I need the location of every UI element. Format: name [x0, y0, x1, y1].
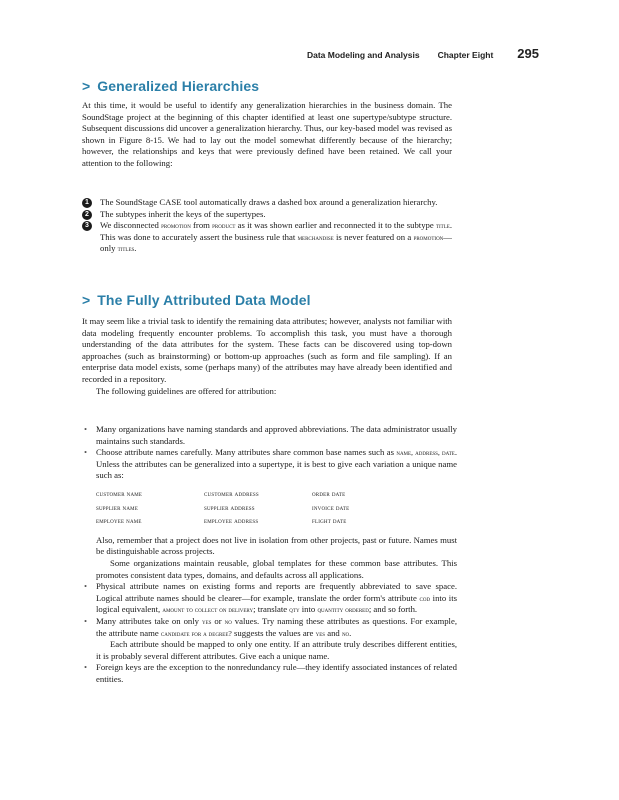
callout-number-1-icon: 1	[82, 198, 92, 208]
callout-list	[82, 197, 452, 255]
attribute-name-table	[96, 488, 420, 529]
callout-item	[82, 209, 452, 221]
heading-text: Generalized Hierarchies	[97, 78, 260, 94]
bullet-icon: •	[84, 662, 88, 673]
heading-marker-icon: >	[82, 78, 91, 94]
callout-text: The subtypes inherit the keys of the supertypes.	[100, 208, 266, 219]
heading-marker-icon: >	[82, 292, 91, 308]
callout-text: We disconnected promotion from product as it was shown earlier and reconnected it to the subtype title. This was done to accurately assert the business rule that merchandise is never featured on a promotion—only titles.	[100, 220, 453, 254]
section2-paragraph	[82, 316, 452, 397]
bullet-icon: •	[84, 615, 88, 626]
section1-paragraph	[82, 100, 452, 170]
paragraph-intro: The following guidelines are offered for attribution:	[96, 385, 277, 396]
guideline-item: • Physical attribute names on existing forms and reports are frequently abbreviated to save space. Logical attribute names should be clearer—for example, translate the order form's attribute cod into its logical equivalent, amount to collect on delivery; translate qty into quantity ordered; and so forth.	[84, 581, 457, 615]
guideline-item: • Many organizations have naming standards and approved abbreviations. The data administrator usually maintains such standards.	[84, 424, 457, 446]
running-head-section: Data Modeling and Analysis	[306, 50, 420, 60]
table-row: customer name customer address order date	[96, 490, 346, 498]
bullet-icon: •	[84, 581, 88, 592]
guideline-item: • Many attributes take on only yes or no values. Try naming these attributes as questions. For example, the attribute name candidate for a degree? suggests the values are yes and no.	[84, 615, 458, 638]
callout-item	[82, 197, 452, 209]
paragraph-text: At this time, it would be useful to identify any generalization hierarchies in the business domain. The SoundStage project at the beginning of this chapter identified at least one supertype/subtype structure. Subsequent discussions did uncover a generalization hierarchy. Thus, our key-based model was revised as shown in Figure 8-15. We had to lay out the model somewhat differently because of the hierarchy; however, the relationships and keys that were previously defined have been retained. We call your attention to the following:	[82, 100, 452, 168]
page-number: 295	[517, 46, 539, 61]
table-row: supplier name supplier address invoice date	[96, 504, 350, 512]
guideline-list	[82, 424, 457, 685]
callout-number-2-icon: 2	[82, 210, 92, 220]
section-heading-generalized-hierarchies	[82, 78, 259, 94]
table-row: employee name employee address flight date	[96, 518, 347, 526]
guideline-item: • Foreign keys are the exception to the nonredundancy rule—they identify associated instances of related entities.	[84, 662, 457, 684]
guideline-continuation: Some organizations maintain reusable, global templates for these common base attributes. This promotes consistent data types, domains, and defaults across all applications.	[96, 557, 457, 580]
guideline-item: • Choose attribute names carefully. Many attributes share common base names such as name, address, date. Unless the attributes can be generalized into a supertype, it is best to give each variation a unique name such as:	[84, 447, 457, 481]
callout-text: The SoundStage CASE tool automatically draws a dashed box around a generalization hierarchy.	[100, 197, 438, 207]
bullet-icon: •	[84, 424, 88, 434]
running-head-chapter: Chapter Eight	[437, 50, 494, 60]
running-head	[307, 46, 539, 61]
callout-item	[82, 220, 452, 255]
bullet-icon: •	[84, 447, 88, 458]
callout-number-3-icon: 3	[82, 221, 92, 231]
heading-text: The Fully Attributed Data Model	[97, 292, 311, 308]
guideline-continuation: Each attribute should be mapped to only one entity. If an attribute truly describes different entities, it is probably several different attributes. Give each a unique name.	[96, 639, 457, 661]
section-heading-fully-attributed-model	[82, 292, 311, 308]
paragraph-text: It may seem like a trivial task to identify the remaining data attributes; however, analysts not familiar with data modeling frequently encounter problems. To accomplish this task, you must have a thorough understanding of the data attributes for the system. These facts can be discovered using top-down approaches (such as brainstorming) or bottom-up approaches (such as form and file sampling). If an enterprise data model exists, some (perhaps many) of the attributes may have already been identified and recorded in a repository.	[82, 316, 452, 384]
guideline-continuation: Also, remember that a project does not live in isolation from other projects, past or future. Names must be distinguishable across projects.	[96, 534, 457, 557]
